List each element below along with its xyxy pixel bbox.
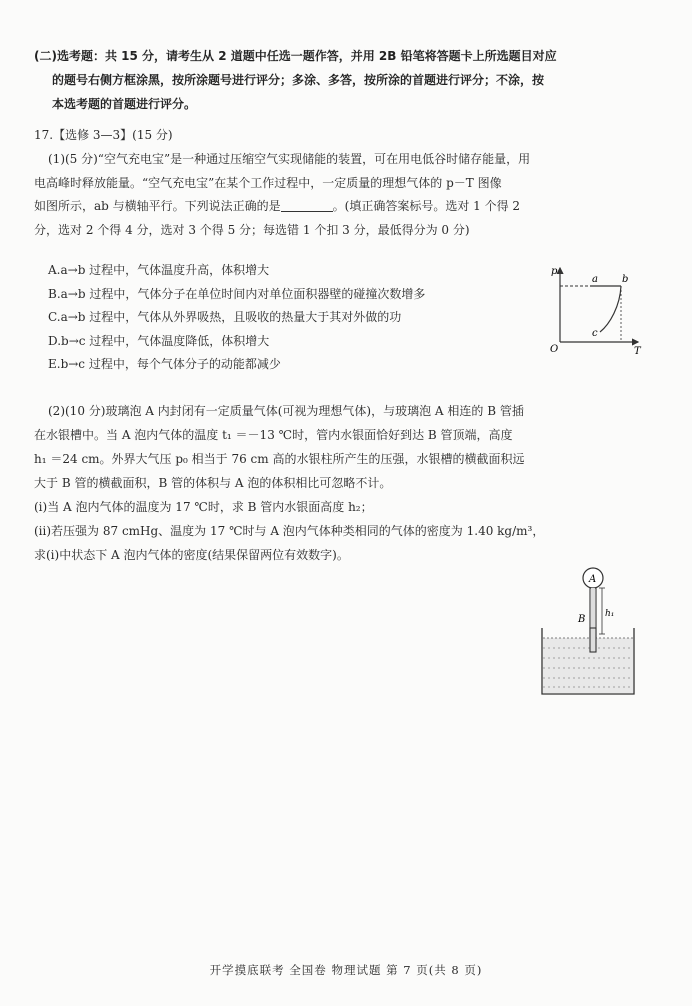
point-a-label: a — [592, 274, 598, 285]
page-footer: 开学摸底联考 全国卷 物理试题 第 7 页(共 8 页) — [209, 963, 483, 977]
option-b: B.a→b 过程中，气体分子在单位时间内对单位面积器壁的碰撞次数增多 — [48, 286, 426, 301]
point-c-label: c — [592, 328, 598, 339]
part2-line-3: h₁ ＝24 cm。外界大气压 p₀ 相当于 76 cm 高的水银柱所产生的压强，水银槽的横截面积远 — [34, 452, 525, 466]
part2-sub-1: (ⅰ)当 A 泡内气体的温度为 17 ℃时，求 B 管内水银面高度 h₂； — [34, 500, 373, 514]
instructions-line-2: 的题号右侧方框涂黑，按所涂题号进行评分；多涂、多答，按所涂的首题进行评分；不涂，按 — [52, 73, 545, 87]
part1-line-3a: 如图所示，ab 与横轴平行。下列说法正确的是 — [34, 199, 281, 213]
part1-line-3 — [34, 195, 664, 219]
part2-line-2: 在水银槽中。当 A 泡内气体的温度 t₁ ＝－13 ℃时，管内水银面恰好到达 B 管顶端，高度 — [34, 428, 513, 442]
question-part1 — [34, 148, 664, 242]
part2-line-4: 大于 B 管的横截面积，B 管的体积与 A 泡的体积相比可忽略不计。 — [34, 476, 392, 490]
process-bc — [600, 286, 621, 332]
part2-line-1: (2)(10 分)玻璃泡 A 内封闭有一定质量气体(可视为理想气体)，与玻璃泡 A 相连的 B 管插 — [48, 404, 524, 418]
t-axis-label: T — [634, 346, 641, 357]
option-a: A.a→b 过程中，气体温度升高，体积增大 — [48, 263, 270, 277]
options-list — [48, 259, 425, 377]
point-b-label: b — [622, 274, 629, 285]
instructions-line-1: (二)选考题：共 15 分，请考生从 2 道题中任选一题作答，并用 2B 铅笔将答题卡上所选题目对应 — [34, 49, 557, 63]
part1-line-1: (1)(5 分)“空气充电宝”是一种通过压缩空气实现储能的装置，可在用电低谷时储存能量，用 — [48, 152, 531, 166]
option-e: E.b→c 过程中，每个气体分子的动能都减少 — [48, 357, 281, 371]
part1-line-4: 分，选对 2 个得 4 分，选对 3 个得 5 分；每选错 1 个扣 3 分，最低得分为 0 分) — [34, 222, 470, 237]
bulb-apparatus-figure — [538, 566, 638, 698]
section-instructions — [34, 44, 662, 116]
instructions-line-3: 本选考题的首题进行评分。 — [52, 97, 197, 111]
mercury-pool — [543, 638, 633, 693]
option-c: C.a→b 过程中，气体从外界吸热，且吸收的热量大于其对外做的功 — [48, 310, 402, 324]
option-d: D.b→c 过程中，气体温度降低，体积增大 — [48, 333, 270, 348]
part1-line-3b: 。(填正确答案标号。选对 1 个得 2 — [332, 199, 521, 213]
bulb-label: A — [589, 574, 597, 585]
question-title: 17.【选修 3—3】(15 分) — [34, 128, 173, 142]
tube-label: B — [578, 614, 586, 625]
part2-sub-2a: (ⅱ)若压强为 87 cmHg、温度为 17 ℃时与 A 泡内气体种类相同的气体的密度为 1.40 kg/m³， — [34, 524, 545, 538]
question-part2 — [34, 399, 664, 567]
answer-blank — [281, 199, 333, 212]
part1-line-2: 电高峰时释放能量。“空气充电宝”在某个工作过程中，一定质量的理想气体的 p－T 图像 — [34, 175, 502, 190]
part2-sub-2b: 求(ⅰ)中状态下 A 泡内气体的密度(结果保留两位有效数字)。 — [34, 548, 349, 562]
origin-label: O — [550, 344, 559, 355]
height-label: h₁ — [605, 609, 615, 619]
p-axis-label: p — [551, 266, 558, 277]
pt-graph-figure — [548, 262, 644, 357]
